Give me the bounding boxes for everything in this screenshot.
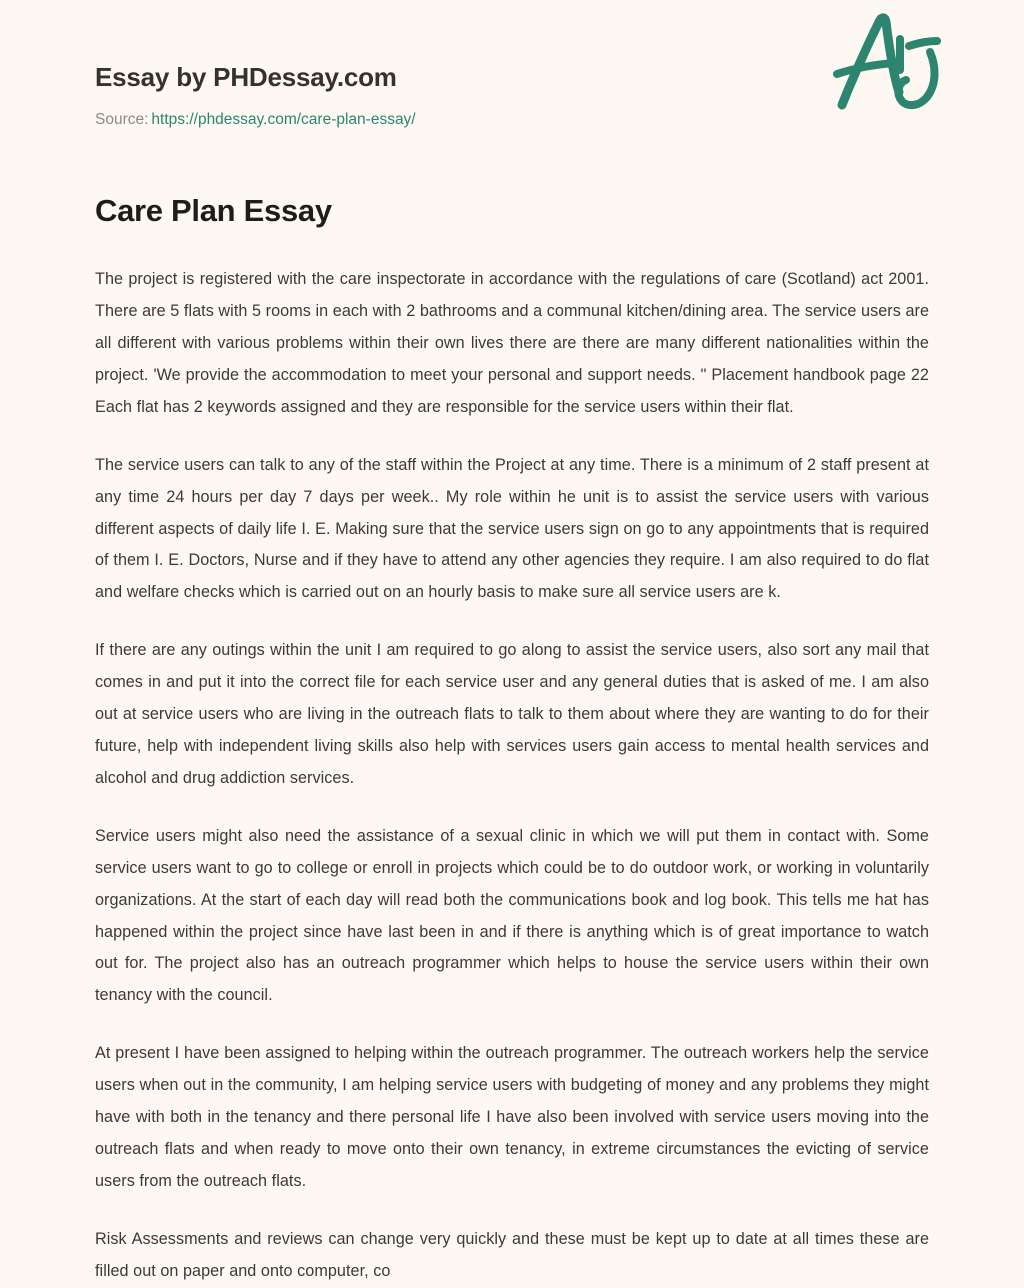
source-line bbox=[95, 111, 929, 130]
paragraph: Risk Assessments and reviews can change very quickly and these must be kept up to date at all times these are filled out on paper and onto computer, co bbox=[95, 1229, 929, 1280]
paragraph: The project is registered with the care inspectorate in accordance with the regulations of care (Scotland) act 2001. There are 5 flats with 5 rooms in each with 2 bathrooms and a communal kitchen/dining area. The service users are all different with various problems within their own lives there are there are many different nationalities within the project. 'We provide the accommodation to meet your personal and support needs. " Placement handbook page 22 Each flat has 2 keywords assigned and they are responsible for the service users within their flat. bbox=[95, 270, 929, 416]
paragraph: At present I have been assigned to helping within the outreach programmer. The outreach workers help the service users when out in the community, I am helping service users with budgeting of money and any problems they might have with both in the tenancy and there personal life I have also been involved with service users moving into the outreach flats and when ready to move onto their own tenancy, in extreme circumstances the evicting of service users from the outreach flats. bbox=[95, 1044, 929, 1190]
article-body bbox=[95, 229, 929, 1287]
a-plus-logo bbox=[829, 8, 954, 113]
source-label: Source: bbox=[95, 111, 149, 129]
paragraph: The service users can talk to any of the staff within the Project at any time. There is a minimum of 2 staff present at any time 24 hours per day 7 days per week.. My role within he unit is to assist the service users with various different aspects of daily life I. E. Making sure that the service users sign on go to any appointments that is required of them I. E. Doctors, Nurse and if they have to attend any other agencies they require. I am also required to do flat and welfare checks which is carried out on an hourly basis to make sure all service users are k. bbox=[95, 455, 929, 602]
brand-title: Essay by PHDessay.com bbox=[95, 62, 397, 92]
paragraph: Service users might also need the assistance of a sexual clinic in which we will put them in contact with. Some service users want to go to college or enroll in projects which could be to do outdoor work, or working in voluntarily organizations. At the start of each day will read both the communications book and log book. This tells me hat has happened within the project since have last been in and if there is anything which is of great importance to watch out for. The project also has an outreach programmer which helps to house the service users within their own tenancy with the council. bbox=[95, 826, 929, 1005]
page-title: Care Plan Essay bbox=[95, 193, 332, 228]
paragraph: If there are any outings within the unit I am required to go along to assist the service users, also sort any mail that comes in and put it into the correct file for each service user and any general duties that is asked of me. I am also out at service users who are living in the outreach flats to talk to them about where they are wanting to do for their future, help with independent living skills also help with services users gain access to mental health services and alcohol and drug addiction services. bbox=[95, 641, 929, 787]
document-header bbox=[95, 0, 929, 129]
source-url-link[interactable]: https://phdessay.com/care-plan-essay/ bbox=[151, 111, 416, 129]
